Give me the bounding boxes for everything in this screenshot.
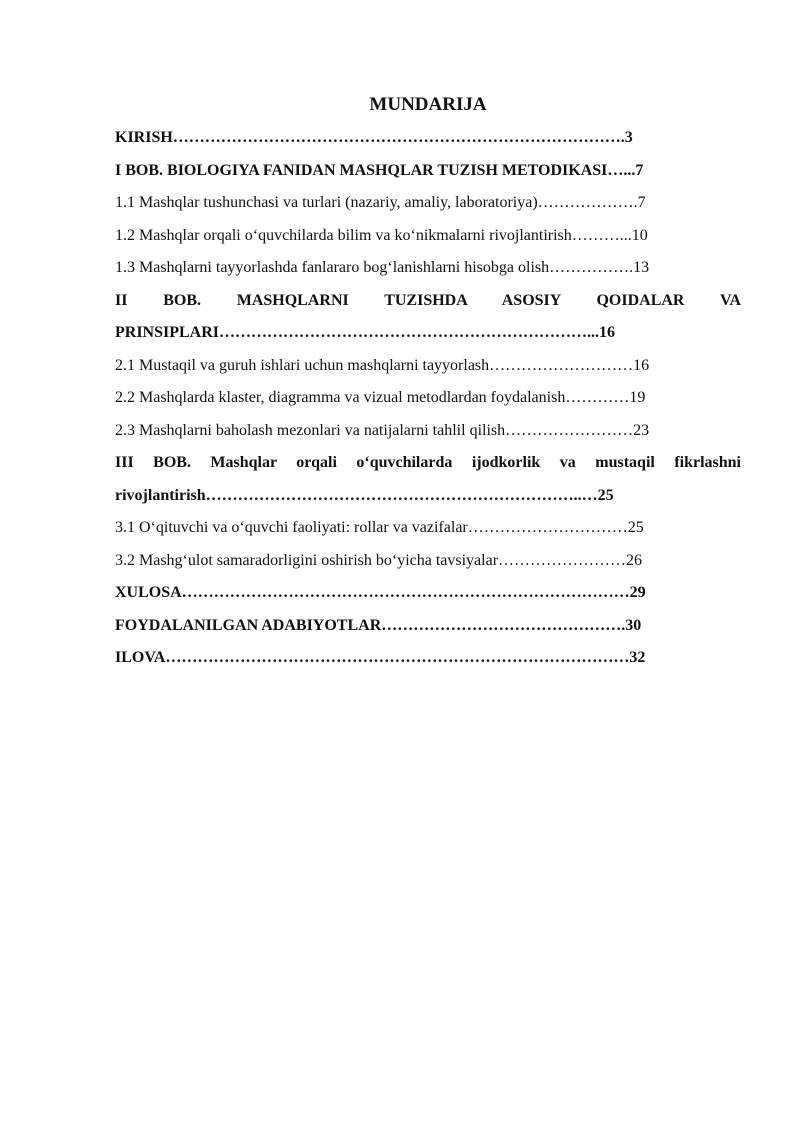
toc-entry-chapter-1: I BOB. BIOLOGIYA FANIDAN MASHQLAR TUZISH METODIKASI…...7 [115,161,644,179]
toc-entry-adabiyotlar: FOYDALANILGAN ADABIYOTLAR……………………………………….30 [115,616,642,634]
toc-entry-2-3: 2.3 Mashqlarni baholash mezonlari va natijalarni tahlil qilish……………………23 [115,421,650,439]
page-title: MUNDARIJA [369,94,487,115]
toc-entry-2-2: 2.2 Mashqlarda klaster, diagramma va vizual metodlardan foydalanish…………19 [115,389,646,406]
toc-entry-xulosa: XULOSA…………………………………………………………………………29 [115,584,646,601]
toc-entry-kirish: KIRISH………………………………………………………………………….3 [115,129,633,146]
toc-entry-1-2: 1.2 Mashqlar orqali o‘quvchilarda bilim va ko‘nikmalarni rivojlantirish………...10 [115,226,648,244]
toc-entry-1-1: 1.1 Mashqlar tushunchasi va turlari (nazariy, amaliy, laboratoriya)……………….7 [115,194,646,211]
toc-entry-chapter-3-line-2: rivojlantirish……………………………………………………………..…25 [115,486,614,504]
toc-entry-ilova: ILOVA……………………………………………………………………………32 [115,649,646,666]
toc-entry-2-1: 2.1 Mustaqil va guruh ishlari uchun mashqlarni tayyorlash………………………16 [115,356,650,374]
document-page [115,92,741,675]
toc-entry-3-2: 3.2 Mashg‘ulot samaradorligini oshirish bo‘yicha tavsiyalar……………………26 [115,551,643,569]
toc-entry-1-3: 1.3 Mashqlarni tayyorlashda fanlararo bog‘lanishlarni hisobga olish…………….13 [115,259,650,276]
toc-entry-chapter-2-line-2: PRINSIPLARI……………………………………………………………...16 [115,324,616,341]
toc-entry-chapter-3-line-1: III BOB. Mashqlar orqali o‘quvchilarda ijodkorlik va mustaqil fikrlashni [115,454,741,471]
toc-entry-chapter-2-line-1: II BOB. MASHQLARNI TUZISHDA ASOSIY QOIDALAR VA [115,291,741,309]
toc-entry-3-1: 3.1 O‘qituvchi va o‘quvchi faoliyati: rollar va vazifalar…………………………25 [115,519,644,536]
